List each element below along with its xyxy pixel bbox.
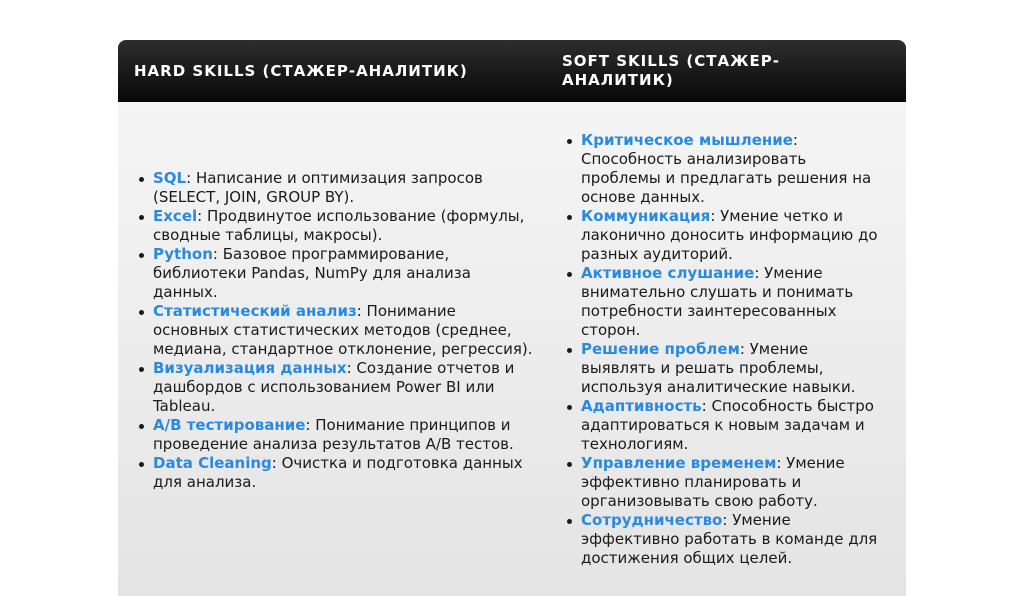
- skill-description: : Очистка и подготовка данных для анализа.: [153, 454, 523, 491]
- list-item: [153, 416, 533, 454]
- skill-description: : Способность анализировать проблемы и предлагать решения на основе данных.: [581, 131, 872, 206]
- skill-term: SQL: [153, 169, 187, 187]
- list-item: [153, 359, 533, 416]
- list-item: [581, 264, 886, 340]
- skill-description: : Умение выявлять и решать проблемы, используя аналитические навыки.: [581, 340, 856, 396]
- skill-description: : Умение эффективно работать в команде для достижения общих целей.: [581, 511, 878, 567]
- skill-term: Коммуникация: [581, 207, 711, 225]
- list-item: [581, 397, 886, 454]
- skill-term: Excel: [153, 207, 198, 225]
- list-item: [153, 245, 533, 302]
- hard-skills-title: HARD SKILLS (СТАЖЕР-АНАЛИТИК): [134, 62, 468, 80]
- skill-description: : Умение эффективно планировать и организовывать свою работу.: [581, 454, 845, 510]
- skill-term: Python: [153, 245, 213, 263]
- skill-term: Критическое мышление: [581, 131, 793, 149]
- hard-skills-list: [134, 169, 562, 492]
- skill-term: Активное слушание: [581, 264, 755, 282]
- skill-term: Решение проблем: [581, 340, 740, 358]
- list-item: [581, 207, 886, 264]
- skills-table: [118, 40, 906, 596]
- skill-description: : Продвинутое использование (формулы, сводные таблицы, макросы).: [153, 207, 525, 244]
- list-item: [153, 454, 533, 492]
- skill-term: Адаптивность: [581, 397, 702, 415]
- list-item: [581, 511, 886, 568]
- skill-description: : Понимание основных статистических методов (среднее, медиана, стандартное отклонение, регрессия).: [153, 302, 533, 358]
- list-item: [153, 207, 533, 245]
- skill-description: : Способность быстро адаптироваться к новым задачам и технологиям.: [581, 397, 874, 453]
- skill-term: Сотрудничество: [581, 511, 723, 529]
- list-item: [153, 302, 533, 359]
- list-item: [153, 169, 533, 207]
- list-item: [581, 454, 886, 511]
- skill-description: : Понимание принципов и проведение анализа результатов A/B тестов.: [153, 416, 514, 453]
- skill-term: Визуализация данных: [153, 359, 347, 377]
- skill-description: : Умение четко и лаконично доносить информацию до разных аудиторий.: [581, 207, 878, 263]
- skill-term: Статистический анализ: [153, 302, 357, 320]
- list-item: [581, 131, 886, 207]
- skill-description: : Написание и оптимизация запросов (SELECT, JOIN, GROUP BY).: [153, 169, 483, 206]
- hard-skills-column: [118, 102, 562, 568]
- soft-skills-list: [562, 131, 906, 568]
- skill-description: : Умение внимательно слушать и понимать потребности заинтересованных сторон.: [581, 264, 854, 339]
- skill-term: A/B тестирование: [153, 416, 306, 434]
- skill-description: : Базовое программирование, библиотеки Pandas, NumPy для анализа данных.: [153, 245, 471, 301]
- skill-term: Data Cleaning: [153, 454, 272, 472]
- table-body: [118, 102, 906, 568]
- list-item: [581, 340, 886, 397]
- soft-skills-column: [562, 102, 906, 568]
- table-header: [118, 40, 906, 102]
- soft-skills-title: SOFT SKILLS (СТАЖЕР-АНАЛИТИК): [562, 52, 780, 89]
- skill-term: Управление временем: [581, 454, 777, 472]
- skill-description: : Создание отчетов и дашбордов с использованием Power BI или Tableau.: [153, 359, 515, 415]
